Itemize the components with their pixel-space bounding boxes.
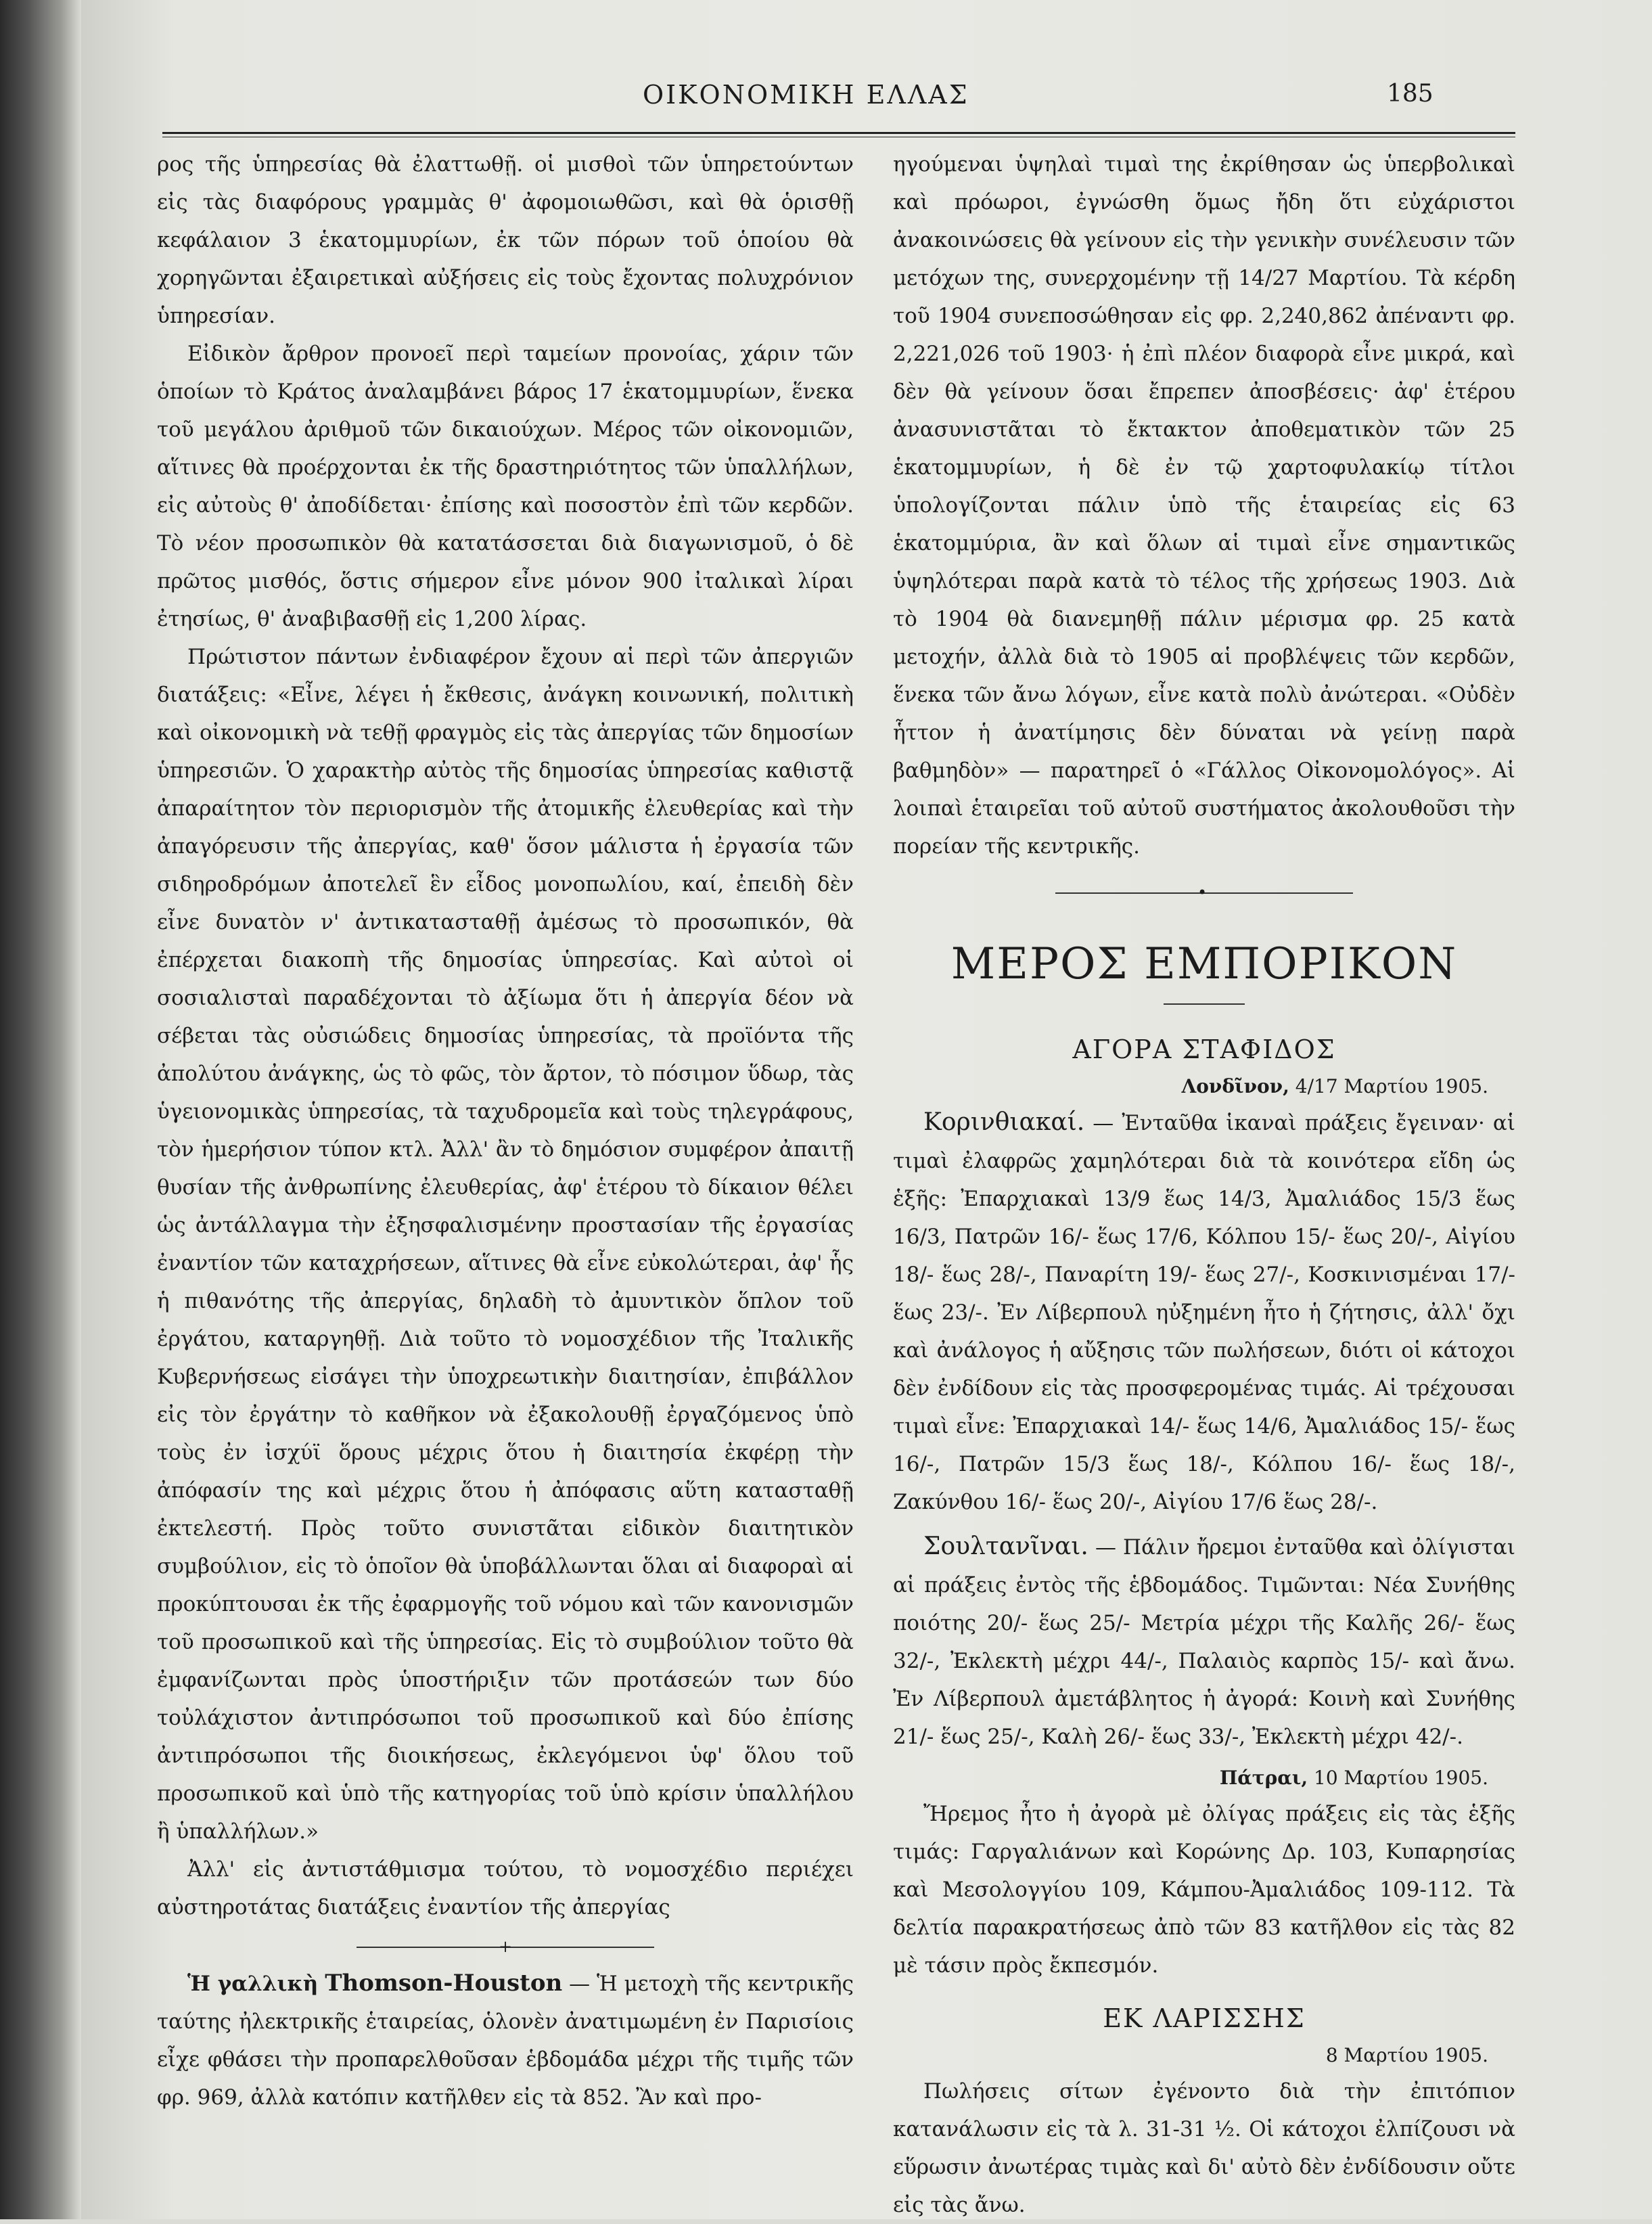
- section-separator: [893, 882, 1515, 905]
- dateline-london: [893, 1070, 1515, 1104]
- paragraph-patras: Ἤρεμος ἦτο ἡ ἀγορὰ μὲ ὀλίγας πράξεις εἰς τὰς ἑξῆς τιμάς: Γαργαλιάνων καὶ Κορώνης Δρ. 103, Κυπαρησίας καὶ Μεσολογγίου 109, Κάμπου-Ἀμαλιάδος 109-112. Τὰ δελτία παρακρατήσεως ἀπὸ τῶν 83 κατῆλθον εἰς τὰς 82 μὲ τάσιν πρὸς ἔκπεσμόν.: [893, 1802, 1515, 1978]
- paragraph: Ἀλλ' εἰς ἀντιστάθμισμα τούτου, τὸ νομοσχέδιο περιέχει αὐστηροτάτας διατάξεις ἐναντίον τῆς ἀπεργίας: [157, 1857, 854, 1920]
- paragraph-currants: [893, 1104, 1515, 1521]
- item-lead: Σουλτανῖναι.: [923, 1533, 1088, 1560]
- item-text: — Ἐνταῦθα ἱκαναὶ πράξεις ἔγειναν· αἱ τιμαὶ ἐλαφρῶς χαμηλότεραι διὰ τὰ κοινότερα εἴδη ὡς ἑξῆς: Ἐπαρχιακαὶ 13/9 ἕως 14/3, Ἀμαλιάδος 15/3 ἕως 16/3, Πατρῶν 16/- ἕως 17/6, Κόλπου 15/- ἕως 20/-, Αἰγίου 18/- ἕως 28/-, Παναρίτη 19/- ἕως 27/-, Κοσκινισμέναι 17/- ἕως 23/-. Ἐν Λίβερπουλ ηὐξημένη ἦτο ἡ ζήτησις, ἀλλ' ὄχι καὶ ἀνάλογος ἡ αὔξησις τῶν πωλήσεων, διότι οἱ κάτοχοι δὲν ἐνδίδουν εἰς τὰς προσφερομένας τιμάς. Αἱ τρέχουσαι τιμαὶ εἶνε: Ἐπαρχιακαὶ 14/- ἕως 14/6, Ἀμαλιάδος 15/- ἕως 16/-, Πατρῶν 15/3 ἕως 18/-, Κόλπου 16/- ἕως 18/-, Ζακύνθου 16/- ἕως 20/-, Αἰγίου 17/6 ἕως 28/-.: [893, 1111, 1515, 1514]
- paragraph-continuation: ηγούμεναι ὑψηλαὶ τιμαὶ της ἐκρίθησαν ὡς ὑπερβολικαὶ καὶ πρόωροι, ἐγνώσθη ὅμως ἤδη ὅτι εὐχάριστοι ἀνακοινώσεις θὰ γείνουν εἰς τὴν γενικὴν συνέλευσιν τῶν μετόχων της, συνερχομένην τῇ 14/27 Μαρτίου. Τὰ κέρδη τοῦ 1904 συνεποσώθησαν εἰς φρ. 2,240,862 ἀπέναντι φρ. 2,221,026 τοῦ 1903· ἡ ἐπὶ πλέον διαφορὰ εἶνε μικρά, καὶ δὲν θὰ γείνουν ὅσαι ἔπρεπεν ἀποσβέσεις· ἀφ' ἑτέρου ἀνασυνιστᾶται τὸ ἔκτακτον ἀποθεματικὸν τῶν 25 ἑκατομμυρίων, ἡ δὲ ἐν τῷ χαρτοφυλακίῳ τίτλοι ὑπολογίζονται πάλιν ὑπὸ τῆς ἑταιρείας εἰς 63 ἑκατομμύρια, ἂν καὶ ὅλων αἱ τιμαὶ εἶνε σημαντικῶς ὑψηλότεραι παρὰ κατὰ τὸ τέλος τῆς χρήσεως 1903. Διὰ τὸ 1904 θὰ διανεμηθῇ πάλιν μέρισμα φρ. 25 κατὰ μετοχήν, ἀλλὰ διὰ τὸ 1905 αἱ προβλέψεις τῶν κερδῶν, ἕνεκα τῶν ἄνω λόγων, εἶνε κατὰ πολὺ ἀνώτεραι. «Οὐδὲν ἧττον ἡ ἀνατίμησις δὲν δύναται νὰ γείνῃ παρὰ βαθμηδὸν» — παρατηρεῖ ὁ «Γάλλος Οἰκονομολόγος». Αἱ λοιπαὶ ἑταιρεῖαι τοῦ αὐτοῦ συστήματος ἀκολουθοῦσι τὴν πορείαν τῆς κεντρικῆς.: [893, 152, 1515, 859]
- book-page: [81, 0, 1652, 2219]
- dateline-date: 10 Μαρτίου 1905.: [1314, 1767, 1488, 1789]
- dateline-place: Λονδῖνον,: [1181, 1075, 1289, 1097]
- dateline-patras: [893, 1761, 1515, 1795]
- paragraph: Εἰδικὸν ἄρθρον προνοεῖ περὶ ταμείων προνοίας, χάριν τῶν ὁποίων τὸ Κράτος ἀναλαμβάνει βάρος 17 ἑκατομμυρίων, ἕνεκα τοῦ μεγάλου ἀριθμοῦ τῶν δικαιούχων. Μέρος τῶν οἰκονομιῶν, αἵτινες θὰ προέρχονται ἐκ τῆς δραστηριότητος τῶν ὑπαλλήλων, εἰς αὐτοὺς θ' ἀποδίδεται· ἐπίσης καὶ ποσοστὸν ἐπὶ τῶν κερδῶν. Τὸ νέον προσωπικὸν θὰ κατατάσσεται διὰ διαγωνισμοῦ, ὁ δὲ πρῶτος μισθός, ὅστις σήμερον εἶνε μόνον 900 ἰταλικαὶ λίραι ἐτησίως, θ' ἀναβιβασθῇ εἰς 1,200 λίρας.: [157, 342, 854, 631]
- book-binding-shadow: [0, 0, 81, 2219]
- separator-ornament: •: [1197, 883, 1208, 902]
- paragraph-sultanas: [893, 1528, 1515, 1756]
- item-text: — Πάλιν ἤρεμοι ἐνταῦθα καὶ ὀλίγισται αἱ πράξεις ἐντὸς τῆς ἑβδομάδος. Τιμῶνται: Νέα Συνήθης ποιότης 20/- ἕως 25/- Μετρία μέχρι τῆς Καλῆς 26/- ἕως 32/-, Ἐκλεκτὴ μέχρι 44/-, Παλαιὸς καρπὸς 15/- καὶ ἄνω. Ἐν Λίβερπουλ ἀμετάβλητος ἡ ἀγορά: Κοινὴ καὶ Συνήθης 21/- ἕως 25/-, Καλὴ 26/- ἕως 33/-, Ἐκλεκτὴ μέχρι 42/-.: [893, 1535, 1515, 1749]
- running-head: [81, 80, 1652, 120]
- dateline-date: 8 Μαρτίου 1905.: [1325, 2044, 1488, 2066]
- paragraph: ρος τῆς ὑπηρεσίας θὰ ἐλαττωθῇ. οἱ μισθοὶ τῶν ὑπηρετούντων εἰς τὰς διαφόρους γραμμὰς θ' ἀφομοιωθῶσι, καὶ θὰ ὁρισθῇ κεφάλαιον 3 ἑκατομμυρίων, ἐκ τῶν πόρων τοῦ ὁποίου θὰ χορηγῶνται ἐξαιρετικαὶ αὐξήσεις εἰς τοὺς ἔχοντας πολυχρόνιον ὑπηρεσίαν.: [157, 152, 854, 328]
- left-column: [157, 145, 854, 2116]
- dateline-date: 4/17 Μαρτίου 1905.: [1295, 1075, 1488, 1097]
- news-item-thomson-houston: [157, 1964, 854, 2116]
- subsection-title: ΑΓΟΡΑ ΣΤΑΦΙΔΟΣ: [1072, 1035, 1336, 1064]
- news-item-company: Thomson-Houston: [325, 1970, 563, 1997]
- section-separator: [157, 1936, 854, 1959]
- paragraph: Πρώτιστον πάντων ἐνδιαφέρον ἔχουν αἱ περὶ τῶν ἀπεργιῶν διατάξεις: «Εἶνε, λέγει ἡ ἔκθεσις, ἀνάγκη κοινωνική, πολιτικὴ καὶ οἰκονομικὴ νὰ τεθῇ φραγμὸς εἰς τὰς ἀπεργίας τῶν δημοσίων ὑπηρεσιῶν. Ὁ χαρακτὴρ αὐτὸς τῆς δημοσίας ὑπηρεσίας καθιστᾷ ἀπαραίτητον τὸν περιορισμὸν τῆς ἀτομικῆς ἐλευθερίας καὶ τὴν ἀπαγόρευσιν τῆς ἀπεργίας, καθ' ὅσον μάλιστα ἡ ἐργασία τῶν σιδηροδρόμων ἀποτελεῖ ἓν εἶδος μονοπωλίου, καί, ἐπειδὴ δὲν εἶνε δυνατὸν ν' ἀντικατασταθῇ ἀμέσως τὸ προσωπικόν, θὰ ἐπέρχεται διακοπὴ τῆς δημοσίας ὑπηρεσίας. Καὶ αὐτοὶ οἱ σοσιαλισταὶ παραδέχονται τὸ ἀξίωμα ὅτι ἡ ἀπεργία δέον νὰ σέβεται τὰς οὐσιώδεις δημοσίας ὑπηρεσίας, τὰ προϊόντα τῆς ἀπολύτου ἀνάγκης, ὡς τὸ φῶς, τὸν ἄρτον, τὸ πόσιμον ὕδωρ, τὰς ὑγειονομικὰς ὑπηρεσίας, τὰ ταχυδρομεῖα καὶ τοὺς τηλεγράφους, τὸν ἡμερήσιον τύπον κτλ. Ἀλλ' ἂν τὸ δημόσιον συμφέρον ἀπαιτῇ θυσίαν τῆς ἀνθρωπίνης ἐλευθερίας, ἀφ' ἑτέρου τὸ δίκαιον θέλει ὡς ἀντάλλαγμα τὴν ἐξησφαλισμένην προστασίαν τῆς ἐργασίας ἐναντίον τῶν καταχρήσεων, αἵτινες θὰ εἶνε εὐκολώτεραι, ἀφ' ἧς ἡ πιθανότης τῆς ἀπεργίας, δηλαδὴ τὸ ἀμυντικὸν ὅπλον τοῦ ἐργάτου, καταργηθῇ. Διὰ τοῦτο τὸ νομοσχέδιον τῆς Ἰταλικῆς Κυβερνήσεως εἰσάγει τὴν ὑποχρεωτικὴν διαιτησίαν, ἐπιβάλλον εἰς τὸν ἐργάτην τὸ καθῆκον νὰ ἐξακολουθῇ ἐργαζόμενος ὑπὸ τοὺς ἐν ἰσχύϊ ὅρους μέχρις ὅτου ἡ διαιτησία ἐκφέρῃ τὴν ἀπόφασίν της καὶ μέχρις ὅτου ἡ ἀπόφασις αὕτη κατασταθῇ ἐκτελεστή. Πρὸς τοῦτο συνιστᾶται εἰδικὸν διαιτητικὸν συμβούλιον, εἰς τὸ ὁποῖον θὰ ὑποβάλλωνται ὅλαι αἱ διαφοραὶ αἱ προκύπτουσαι ἐκ τῆς ἐφαρμογῆς τοῦ νόμου καὶ τῶν κανονισμῶν τοῦ προσωπικοῦ καὶ τῆς ὑπηρεσίας. Εἰς τὸ συμβούλιον τοῦτο θὰ ἐμφανίζωνται πρὸς ὑποστήριξιν τῶν προτάσεών των δύο τοὐλάχιστον ἀντιπρόσωποι τοῦ προσωπικοῦ καὶ δύο ἐπίσης ἀντιπρόσωποι τῆς διοικήσεως, ἐκλεγόμενοι ὑφ' ὅλου τοῦ προσωπικοῦ καὶ ὑπὸ τῆς κατηγορίας τοῦ ὑπὸ κρίσιν ὑπαλλήλου ἢ ὑπαλλήλων.»: [157, 645, 854, 1844]
- separator-ornament: +: [499, 1937, 513, 1956]
- title-underline: [1164, 1003, 1245, 1005]
- dateline-place: Πάτραι,: [1219, 1767, 1308, 1789]
- dateline-larissa: [893, 2039, 1515, 2072]
- news-item-lead: Ἡ γαλλικὴ: [187, 1972, 319, 1996]
- item-lead: Κορινθιακαί.: [923, 1108, 1085, 1136]
- paragraph-larissa: Πωλήσεις σίτων ἐγένοντο διὰ τὴν ἐπιτόπιον κατανάλωσιν εἰς τὰ λ. 31-31 ½. Οἱ κάτοχοι ἐλπίζουσι νὰ εὕρωσιν ἀνωτέρας τιμὰς καὶ δι' αὐτὸ δὲν ἐνδίδουσιν οὔτε εἰς τὰς ἄνω.: [893, 2079, 1515, 2217]
- running-title: ΟΙΚΟΝΟΜΙΚΗ ΕΛΛΑΣ: [643, 80, 969, 110]
- right-column: [893, 145, 1515, 2224]
- header-double-rule: [162, 132, 1515, 137]
- subsection-title: ΕΚ ΛΑΡΙΣΣΗΣ: [1103, 2003, 1306, 2033]
- page-number: 185: [1387, 80, 1433, 108]
- news-item-text: — Ἡ μετοχὴ τῆς κεντρικῆς ταύτης ἠλεκτρικῆς ἑταιρείας, ὁλονὲν ἀνατιμωμένη ἐν Παρισίοις εἶχε φθάσει τὴν προπαρελθοῦσαν ἑβδομάδα μέχρι τῆς τιμῆς τῶν φρ. 969, ἀλλὰ κατόπιν κατῆλθεν εἰς τὰ 852. Ἂν καὶ προ-: [157, 1972, 854, 2110]
- section-title: ΜΕΡΟΣ ΕΜΠΟΡΙΚΟΝ: [950, 939, 1458, 989]
